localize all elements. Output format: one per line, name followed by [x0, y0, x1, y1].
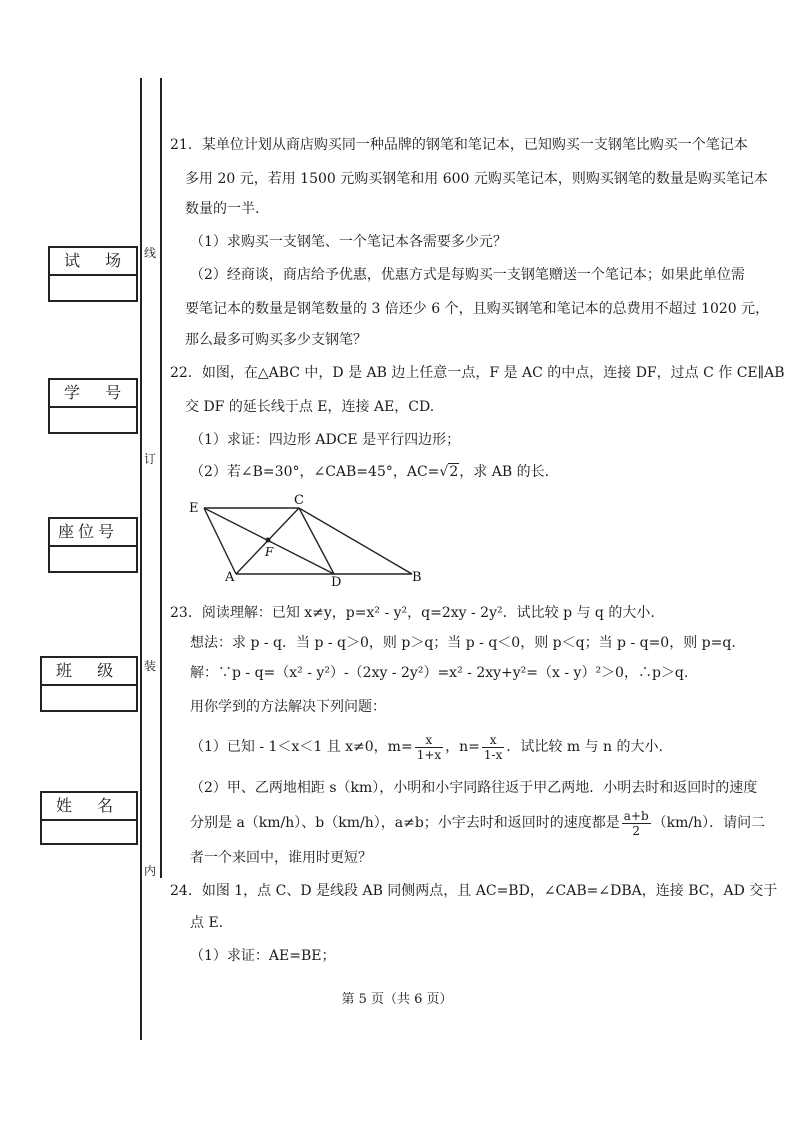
q22-radicand: 2 — [449, 464, 459, 480]
q22-part2 — [190, 462, 790, 482]
fraction-m-den: 1+x — [416, 747, 442, 762]
q21-line1: 21．某单位计划从商店购买同一种品牌的钢笔和笔记本，已知购买一支钢笔比购买一个笔记本 — [170, 137, 748, 153]
fraction-m — [415, 733, 443, 762]
q24-part1: （1）求证：AE=BE； — [190, 948, 336, 964]
fraction-avg-num: a+b — [623, 808, 649, 823]
class-box[interactable] — [40, 656, 138, 712]
side-char-staple2: 装 — [144, 659, 157, 673]
q21-part2-line2: 要笔记本的数量是钢笔数量的 3 倍还少 6 个，且购买钢笔和笔记本的总费用不超过 1020 元， — [185, 301, 770, 317]
student-id-label: 学 号 — [50, 380, 136, 408]
q21-line2: 多用 20 元，若用 1500 元购买钢笔和用 600 元购买笔记本，则购买钢笔的数量是购买笔记本 — [185, 171, 768, 187]
q23-p2-post: （km/h）．请问二 — [652, 815, 766, 831]
q24-line2: 点 E. — [190, 915, 224, 931]
fig-label-A: A — [225, 570, 235, 585]
q21-part1: （1）求购买一支钢笔、一个笔记本各需要多少元？ — [190, 234, 507, 250]
binding-line-right — [160, 78, 162, 878]
name-box[interactable] — [40, 791, 138, 845]
q21-part2-line1: （2）经商谈，商店给予优惠，优惠方式是每购买一支钢笔赠送一个笔记本；如果此单位需 — [190, 267, 745, 283]
q23-instruction: 用你学到的方法解决下列问题： — [190, 699, 386, 715]
class-label: 班 级 — [42, 658, 136, 686]
point-F — [266, 538, 271, 543]
segment-EA — [204, 508, 236, 574]
fraction-m-num: x — [415, 733, 443, 748]
q23-part1 — [190, 731, 790, 763]
side-char-staple1: 订 — [144, 452, 157, 466]
fraction-n-num: x — [482, 733, 504, 748]
q22-figure — [186, 494, 436, 590]
fig-label-D: D — [331, 575, 342, 590]
q23-part2-line1: （2）甲、乙两地相距 s（km），小明和小宇同路往返于甲乙两地．小明去时和返回时的速度 — [190, 780, 758, 796]
q23-p1-post: ．试比较 m 与 n 的大小. — [506, 739, 663, 755]
q22-line1: 22．如图，在△ABC 中，D 是 AB 边上任意一点，F 是 AC 的中点，连接 DF，过点 C 作 CE∥AB — [170, 365, 785, 381]
fig-label-F: F — [265, 545, 274, 559]
fraction-n-den: 1-x — [483, 747, 503, 762]
student-id-box[interactable] — [48, 378, 138, 434]
q22-part2-pre: （2）若∠B=30°，∠CAB=45°，AC= — [190, 464, 440, 480]
binding-line-left — [140, 78, 142, 1040]
side-char-line: 线 — [144, 246, 157, 260]
fig-label-C: C — [294, 494, 304, 508]
q24-line1: 24．如图 1，点 C、D 是线段 AB 同侧两点，且 AC=BD，∠CAB=∠DBA，连接 BC，AD 交于 — [170, 883, 778, 899]
q23-part2-line2 — [190, 807, 790, 839]
fig-label-E: E — [189, 501, 199, 516]
q22-line2: 交 DF 的延长线于点 E，连接 AE，CD. — [185, 399, 435, 415]
q23-p2-pre: 分别是 a（km/h）、b（km/h），a≠b；小宇去时和返回时的速度都是 — [190, 815, 620, 831]
fig-label-B: B — [412, 570, 422, 585]
page-footer: 第 5 页（共 6 页） — [341, 992, 453, 1007]
q23-p1-mid: ，n= — [445, 739, 480, 755]
seat-number-label: 座位号 — [50, 519, 136, 547]
fraction-avg-den: 2 — [632, 823, 641, 838]
q21-part2-line3: 那么最多可购买多少支钢笔？ — [185, 332, 367, 348]
side-char-inner: 内 — [144, 864, 157, 878]
q23-solution: 解：∵p - q=（x² - y²）-（2xy - 2y²）=x² - 2xy+y²=（x - y）²＞0，∴p＞q. — [190, 665, 689, 681]
q23-p1-pre: （1）已知 - 1＜x＜1 且 x≠0，m= — [190, 739, 413, 755]
exam-room-label: 试 场 — [50, 248, 136, 276]
q23-idea: 想法：求 p - q．当 p - q＞0，则 p＞q；当 p - q＜0，则 p＜q；当 p - q=0，则 p=q. — [190, 635, 736, 651]
q22-part2-post: ，求 AB 的长. — [459, 464, 550, 480]
seat-number-box[interactable] — [48, 517, 138, 573]
exam-room-box[interactable] — [48, 246, 138, 302]
q22-part1: （1）求证：四边形 ADCE 是平行四边形； — [190, 432, 461, 448]
name-label: 姓 名 — [42, 793, 136, 821]
q23-line1: 23．阅读理解：已知 x≠y，p=x² - y²，q=2xy - 2y²．试比较 p 与 q 的大小. — [170, 605, 655, 621]
fraction-n — [482, 733, 504, 762]
fraction-avg-speed — [622, 809, 651, 838]
sqrt-symbol: √ — [439, 464, 449, 480]
q21-line3: 数量的一半. — [185, 201, 260, 217]
q23-part2-line3: 者一个来回中，谁用时更短？ — [190, 850, 372, 866]
